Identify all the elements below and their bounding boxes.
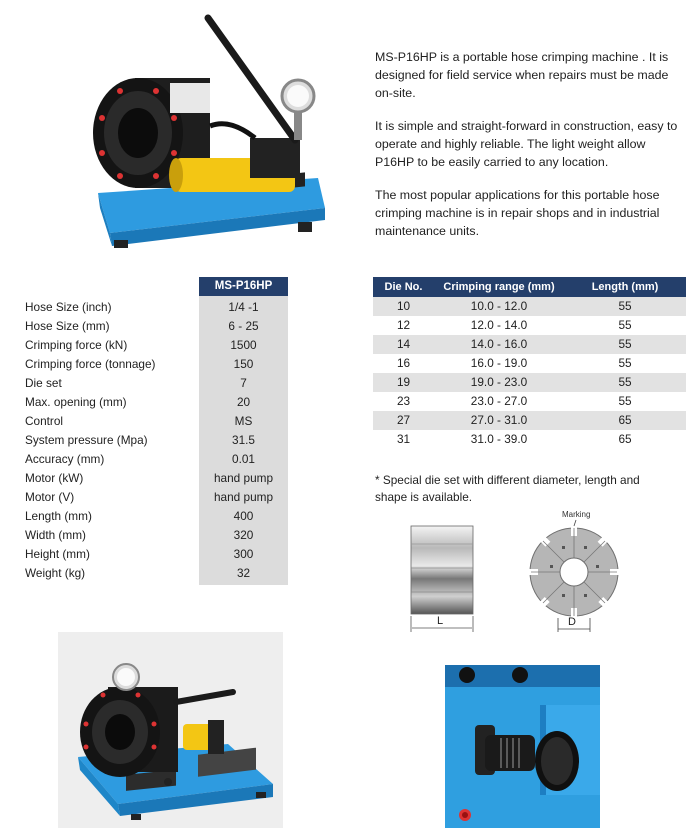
spec-value: 7: [240, 376, 247, 390]
spec-value: hand pump: [213, 490, 274, 504]
special-die-note: * Special die set with different diameter, length and shape is available.: [375, 473, 640, 504]
table-cell: 55: [618, 356, 632, 370]
table-row: [25, 412, 295, 431]
spec-label: Hose Size (mm): [25, 319, 110, 333]
die-side-diagram: [405, 522, 480, 637]
spec-value: 150: [233, 357, 254, 371]
column-header: Length (mm): [591, 281, 659, 293]
table-cell: 16: [396, 356, 411, 370]
table-row: [25, 298, 295, 317]
spec-label: Hose Size (inch): [25, 300, 112, 314]
table-cell: 14: [396, 337, 411, 351]
intro-paragraph-2: It is simple and straight-forward in construction, easy to operate and highly reliable. The light weight allow P16HP to be easily carried to any location.: [375, 119, 678, 169]
spec-value: 300: [233, 547, 254, 561]
spec-value: 0.01: [232, 452, 255, 466]
table-cell: 19.0 - 23.0: [470, 375, 528, 389]
spec-value: 6 - 25: [228, 319, 259, 333]
spec-value: MS: [234, 414, 253, 428]
table-row: [25, 564, 295, 583]
table-row: [25, 374, 295, 393]
table-row: [25, 317, 295, 336]
spec-label: Motor (kW): [25, 471, 84, 485]
spec-value: hand pump: [213, 471, 274, 485]
spec-value: 32: [236, 566, 251, 580]
table-cell: 10.0 - 12.0: [470, 299, 528, 313]
table-row: [373, 316, 686, 335]
spec-label: Width (mm): [25, 528, 86, 542]
spec-label: Weight (kg): [25, 566, 86, 580]
table-row: [25, 507, 295, 526]
table-cell: 10: [396, 299, 411, 313]
table-cell: 16.0 - 19.0: [470, 356, 528, 370]
table-row: [25, 526, 295, 545]
die-front-diagram: [518, 510, 630, 638]
table-row: [25, 488, 295, 507]
spec-label: System pressure (Mpa): [25, 433, 148, 447]
table-row: [25, 355, 295, 374]
table-cell: 55: [618, 394, 632, 408]
table-cell: 55: [618, 299, 632, 313]
intro-text: [375, 48, 687, 255]
spec-label: Crimping force (tonnage): [25, 357, 156, 371]
column-header: Crimping range (mm): [443, 281, 555, 293]
table-cell: 19: [396, 375, 411, 389]
table-row: [373, 430, 686, 449]
table-cell: 55: [618, 375, 632, 389]
table-row: [373, 335, 686, 354]
table-row: [25, 545, 295, 564]
table-cell: 23.0 - 27.0: [470, 394, 528, 408]
spec-label: Accuracy (mm): [25, 452, 105, 466]
spec-value: 320: [233, 528, 254, 542]
column-header: Die No.: [384, 281, 423, 293]
product-photo-main: [80, 8, 330, 258]
table-row: [373, 373, 686, 392]
product-photo-secondary: [58, 632, 283, 828]
spec-value: 31.5: [232, 433, 255, 447]
spec-label: Length (mm): [25, 509, 92, 523]
table-row: [373, 392, 686, 411]
table-cell: 55: [618, 337, 632, 351]
spec-value: 1500: [230, 338, 257, 352]
table-row: [25, 431, 295, 450]
table-cell: 23: [396, 394, 411, 408]
spec-value: 20: [236, 395, 251, 409]
table-row: [25, 393, 295, 412]
intro-paragraph-1: MS-P16HP is a portable hose crimping machine . It is designed for field service when repairs must be made on-site.: [375, 50, 669, 100]
table-cell: 55: [618, 318, 632, 332]
spec-label: Height (mm): [25, 547, 90, 561]
table-cell: 14.0 - 16.0: [470, 337, 528, 351]
length-label: L: [437, 615, 444, 627]
spec-label: Control: [25, 414, 64, 428]
table-row: [373, 411, 686, 430]
table-row: [25, 450, 295, 469]
table-row: [373, 297, 686, 316]
table-cell: 65: [618, 432, 632, 446]
table-cell: 12: [396, 318, 411, 332]
table-row: [25, 336, 295, 355]
spec-label: Die set: [25, 376, 62, 390]
spec-value: 1/4 -1: [228, 300, 259, 314]
table-cell: 65: [618, 413, 632, 427]
die-table: [373, 277, 686, 449]
table-cell: 12.0 - 14.0: [470, 318, 528, 332]
diameter-label: D: [568, 616, 576, 628]
table-cell: 27.0 - 31.0: [470, 413, 528, 427]
table-row: [373, 354, 686, 373]
spec-table-header: MS-P16HP: [199, 277, 288, 296]
spec-label: Max. opening (mm): [25, 395, 127, 409]
die-table-header: [373, 277, 686, 297]
table-cell: 27: [396, 413, 411, 427]
table-row: [25, 469, 295, 488]
spec-label: Motor (V): [25, 490, 75, 504]
table-cell: 31: [396, 432, 411, 446]
spec-value: 400: [233, 509, 254, 523]
marking-label: Marking: [562, 510, 591, 519]
table-cell: 31.0 - 39.0: [470, 432, 528, 446]
intro-paragraph-3: The most popular applications for this portable hose crimping machine is in repair shops and in industrial maintenance units.: [375, 188, 660, 238]
spec-label: Crimping force (kN): [25, 338, 128, 352]
closeup-photo: [445, 665, 600, 828]
